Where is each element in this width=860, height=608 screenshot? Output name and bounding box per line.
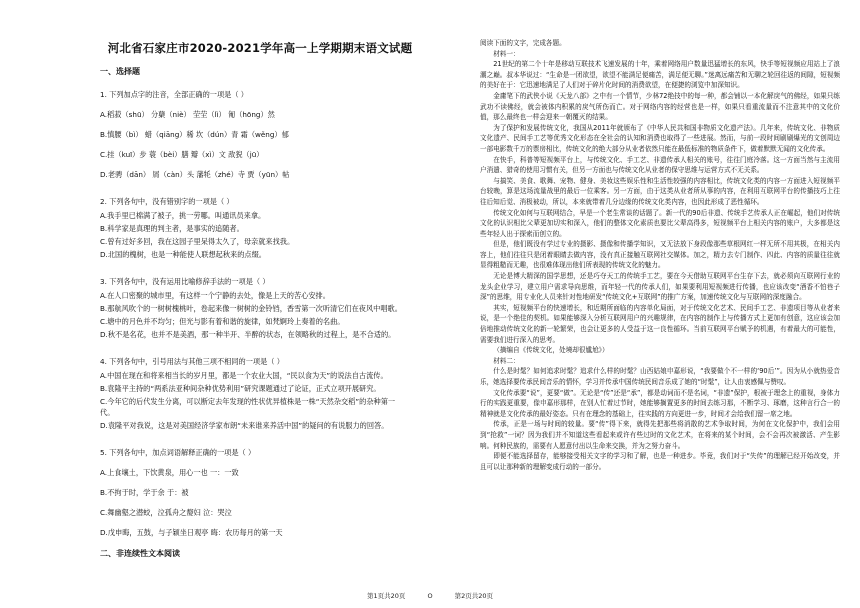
section-heading-choice: 一、选择题: [100, 67, 140, 76]
option-d: D.北国的槐树，也是一种能使人联想起秋来的点缀。: [100, 250, 266, 259]
option-c: C.曾有过好多回，我在这园子里呆得太久了，母亲就来找我。: [100, 237, 295, 246]
paragraph: 为了保护和发展传统文化，我国从2011年就颁布了《中华人民共和国非物质文化遗产法》。几年来，传统文化、非物质文化遗产、民间手工艺等优秀文化形态在全社会的认知和消费也取得了一些进展。然而，与前一段时间刷刷爆光的文创周边一部电影数千万的票房相比，传统文化的绝大部分从业者依然只能在最低标准的物质条件下，做着默默无闻的文化传承。: [480, 123, 840, 153]
material-label: 材料一：: [493, 49, 520, 58]
question-2: [100, 196, 406, 260]
option-a: A.上食壤土，下饮黄泉，用心一也 一：一致: [100, 468, 239, 477]
page-number-left: 第1页共20页: [366, 592, 406, 600]
right-page: [430, 0, 860, 608]
paragraph: 即便不能选择留存，能够接受相关文字的学习和了解，也是一种进步。毕竟，我们对于“失传”的理解已经开始改变，并且可以让那种新的理解变成行动的一部分。: [480, 452, 840, 471]
question-stem: 3. 下列各句中，没有运用比喻修辞手法的一项是（ ）: [100, 277, 270, 286]
question-3: [100, 276, 406, 340]
question-stem: 4. 下列各句中，引号用法与其他三项不相同的一项是（ ）: [100, 357, 284, 366]
page-footer: [0, 591, 860, 600]
option-c: C.挂（kuī）步 蓑（bèi）膳 瓣（xì）文 敌猊（jū）: [100, 150, 264, 159]
paragraph: 什么是时髦？如何追求时髦？追求什么样的时髦？山西姑娘申嘉形说，“我要做个不一样的‘90后’”。因为从小就热爱音乐，她选择要传承民间音乐的情怀，学习并传承中国传统民间音乐成了她的“时髦”，让人由衷感佩与赞叹。: [480, 367, 840, 386]
question-1: [100, 89, 406, 180]
question-stem: 5. 下列各句中，加点词语解释正确的一项是（ ）: [100, 448, 256, 457]
option-a: A.稻菽（shū） 分蘖（niè） 茔茔（lì） 匍（hōng）然: [100, 110, 275, 119]
reading-intro: 阅读下面的文字，完成各题。: [480, 39, 566, 47]
material-label: 材料二：: [493, 356, 520, 365]
option-b: B.那航风吹个的一树树槐桃叶，卷起来像一树树的金铃铛，香雪第一次听清它们在夜风中唱歌。: [100, 304, 402, 313]
option-a: A.在人口密聚的城市里，有这样一个宁静的去处，像是上天的苦心安排。: [100, 291, 330, 300]
page-number-right: 第2页共20页: [454, 592, 494, 600]
option-c: C.塘中的月色并不均匀；但光与影有着和谐的旋律，如梵婀玲上奏着的名曲。: [100, 317, 345, 326]
question-5: [100, 447, 406, 538]
option-b: B.袁隆平主持的“两系法亚种间杂种优势利用”研究课题通过了论证，正式立项开展研究。: [100, 384, 381, 393]
option-a: A.我手里已棉满了被子，挑一劳哪。叫通讯员来拿。: [100, 211, 266, 220]
option-d: D.老骋（dān） 屑（càn）头 藩牦（zhé）寺 贾（yūn）帖: [100, 170, 290, 179]
option-b: B.不拘于时，学于余 于：被: [100, 488, 189, 497]
paragraph: 文化传承要“说”，更要“做”。无论是“传”还是“承”，都是动词而不是名词，“非遗”保护，根被于理念上的重视，身体力行的实践更重要，像申嘉形那样，在别人忙着过节时，她能够搁置更多的时间去练习那，不断学习、琢磨，这种言行合一的精神就是文化传承的最好姿态。只有在理念的基础上，往实践的方向更进一步，时间才会给我们留一席之地。: [480, 388, 840, 418]
source-citation: （摘编自《传统文化，处境却很尴尬》）: [493, 346, 609, 355]
option-c: C.舞幽壑之潜蛟，泣孤舟之嫠妇 泣：哭泣: [100, 508, 232, 517]
option-a: A.中国在现在和将来相当长的岁月里，都是一个农业大国，“民以食为天”的说法自古流传。: [100, 371, 388, 380]
paragraph: 21世纪的第二个十年是移动互联技术飞速发展的十年，乘着网络用户数量迅猛增长的东风，快手等短视频应用站上了浪潮之巅。叔本华说过：“生命是一团欲望，欲望不能满足便痛苦，满足便无聊。”迷离远痛苦和无聊之轮回往返的间隙，短视频的美好在于：它迅速地满足了人们对于碎片化时间的消费欲望，在便捷的浏览中加深知识。: [480, 60, 840, 90]
paragraph: 其实，短视频平台的快速增长，和近期所面临的内容单化局面，对于传统文化艺术、民间手工艺、非遗项目等从业者来说，是一个绝佳的契机。如果能够深入分析互联网用户的兴趣规律，在内容的制作上与传播方式上更加有创意，这应该会加倍地推动传统文化的新一轮繁荣，也会让更多的人受益于这一良性循环。当前互联网平台赋予的机遇，有着最大的可能性，需要我们进行深入的思考。: [480, 303, 840, 344]
paragraph: 与搞笑、美食、歌舞、宠物、健身、美妆这些娱乐性和生活性较强的内容相比，传统文化类的内容一方面进入短视频平台较晚，算是这场流量战里的最后一位乘客。另一方面，由于这类从业者所从事的内容，在利用互联网平台的传播技巧上往往后知后觉、消极被动，所以，本来就带着几分边缘的传统文化类内容，也因此形成了恶性循环。: [480, 176, 840, 206]
paragraph: 传承，正是一场与时间的较量。要“传”得下来，就得先把那些将消散的艺术争取时间，为何在文化保护中，我们会用到“抢救”一词？因为我们并不知道这些看起来或许有些过时的文化艺术，在将来的某个时间，会不会再次被激活、产生影响。何种民族的，需要有人愿意付出以生命来交换，并为之努力奋斗。: [480, 420, 840, 450]
paragraph: 金庸笔下的武侠小说《天龙八部》之中有一个情节，少林72绝技中的每一种，都会铺以一本化解戾气的佛经，如果只练武功不读佛经，就会被体内积累的戾气所伤而亡。对于网络内容的经营也是一样，如果只看重流量而不注意其中的文化价值，那么最终也一样会迎来一朝覆灭的结果。: [480, 91, 840, 122]
question-stem: 1. 下列加点字的注音，全部正确的一项是（ ）: [100, 90, 248, 99]
option-b: B.科学家是真理的判主者，是事实的追随者。: [100, 224, 244, 233]
option-c: C.今年它的后代发生分离，可以断定去年发现的性状优异植株是一株“天然杂交稻”的杂种第一代。: [100, 397, 396, 417]
option-d: D.秋不是名花，也并不是美酒，那一种半开、半醉的状态，在领略秋的过程上，是不合适的。: [100, 330, 396, 339]
option-d: D.戊申晦，五鼓，与子颖坐日观亭 晦：农历每月的第一天: [100, 528, 283, 537]
question-4: [100, 356, 406, 431]
footer-separator: O: [427, 592, 433, 600]
page-title: 河北省石家庄市2020-2021学年高一上学期期末语文试题: [107, 41, 413, 55]
question-stem: 2. 下列各句中，没有错别字的一项是（ ）: [100, 197, 234, 206]
option-d: D.袁隆平对我说，这是对美国经济学家布朗“未来谁来养活中国”的疑问的有说服力的回答。: [100, 421, 389, 430]
paragraph: 在快手，科普等短视频平台上，与传统文化、手工艺、非遗传承人相关的账号，往往门庭冷落。这一方面当然与主流用户消遣、猎奇的使用习惯有关，但另一方面也与传统文化从业者的保守思维与运营方式不无关系。: [480, 155, 840, 175]
paragraph: 传统文化如何与互联网结合，早是一个老生常谈的话题了。新一代的90后非遗、传统手艺传承人正在崛起，他们对传统文化的认识相比父辈更加切实和深入，他们的整体文化素质也要比父辈高得多，短视频平台上相关内容的账户，大多都是这些年轻人出于探索而创立的。: [480, 208, 840, 238]
section-heading-reading: 二、非连续性文本阅读: [100, 549, 180, 558]
paragraph: 但是，他们既没有学过专业的摄影、摄像和传播学知识，又无法放下身段像那些草根网红一样无所不用其极，在相关内容上，他们往往只是闭着眼睛去做内容，没有真正接触互联网社交媒体。加之，精力去专门制作、四此、内容的质量往往就显得粗糙而无趣，也很难体现出他们所表现的传统文化的魅力。: [480, 240, 840, 270]
paragraph: 无论是博大精深的国学思想，还是巧夺天工的传统手工艺，要在今天借助互联网平台生存下去，就必须向互联网行业的龙头企业学习，建立用户需求导向思维，而年轻一代的传承人们，如果要利用短视频进行传播，也应该改变“酒香不怕巷子深”的思维，用专业化人员来针对性地研发“传统文化+互联网”的推广方案，加速传统文化与互联网的深度融合。: [480, 272, 840, 302]
option-b: B.慎腰（bì） 蜡（qiāng）稀 坎（dún）青 霜（wěng）郁: [100, 130, 289, 139]
